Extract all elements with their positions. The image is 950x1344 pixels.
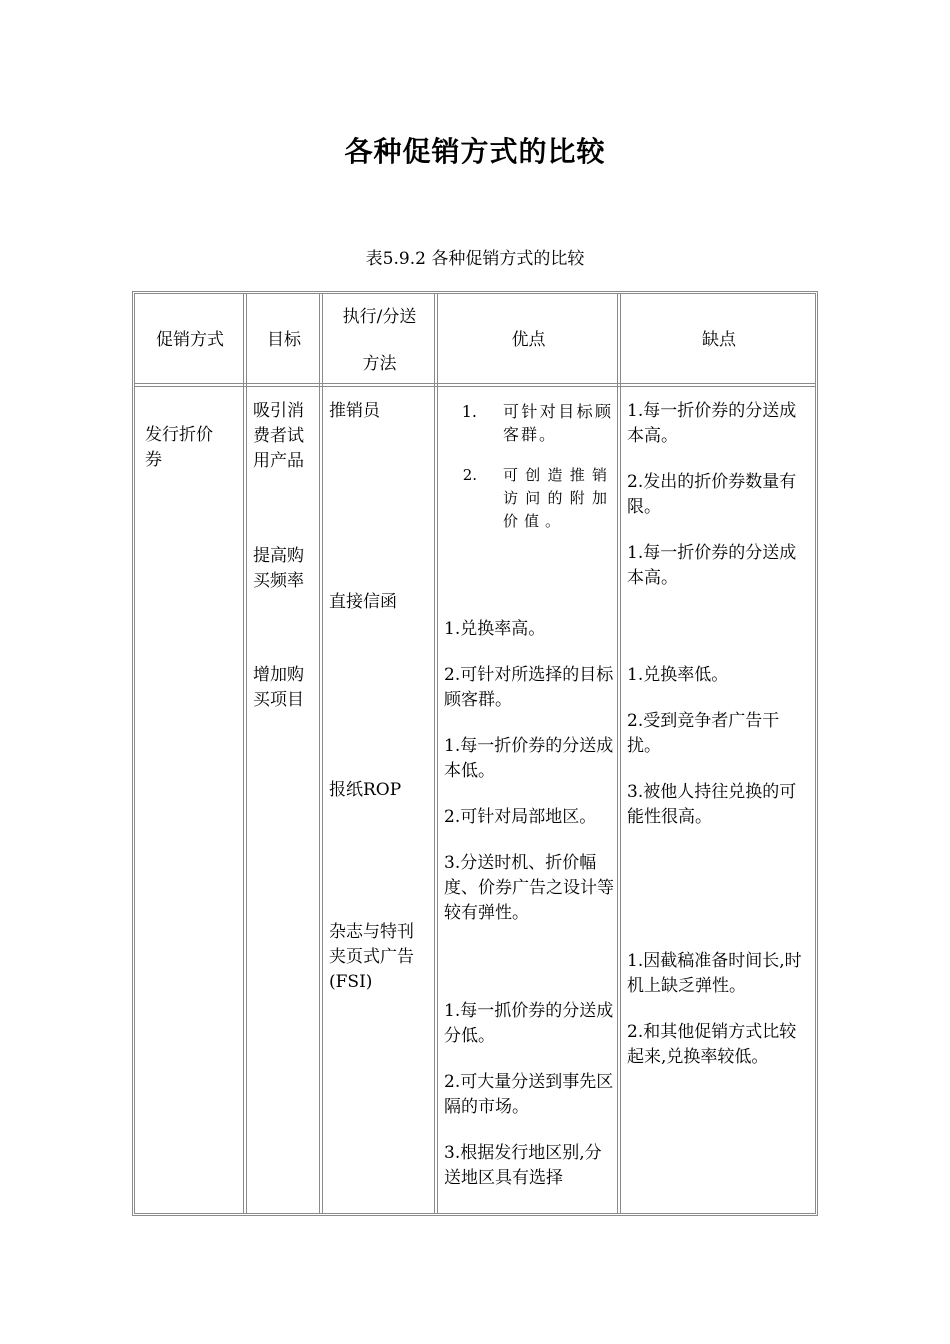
header-execution [323,305,436,377]
page-title: 各种促销方式的比较 [344,135,606,168]
column-divider [243,294,247,1213]
pros-salesman-list [447,400,613,551]
pros-item: 2.可大量分送到事先区隔的市场。 [444,1072,614,1117]
execution-item: 推销员 [329,401,380,421]
pros-item: 2.可针对所选择的目标顾客群。 [444,665,614,710]
header-goal: 目标 [267,330,301,350]
cons-salesman-block [627,399,807,612]
cons-item: 2.受到竞争者广告干扰。 [627,711,780,756]
execution-item: 杂志与特刊夹页式广告(FSI) [329,922,414,992]
list-item [447,400,613,446]
column-divider [434,294,438,1213]
pros-magazine-block [444,999,614,1212]
cons-item: 1.每一折价券的分送成本高。 [627,401,797,446]
pros-item: 1.每一折价券的分送成本低。 [444,736,614,781]
header-divider [135,383,815,387]
goal-item: 吸引消费者试用产品 [253,401,304,471]
cons-item: 1.兑换率低。 [627,665,729,685]
column-divider [617,294,621,1213]
comparison-table [132,291,818,1216]
list-number: 1. [461,402,477,421]
pros-item: 3.分送时机、折价幅度、价券广告之设计等较有弹性。 [444,853,614,923]
goal-item: 增加购买项目 [253,665,304,710]
pros-item: 1.每一抓价券的分送成分低。 [444,1001,614,1046]
method-cell: 发行折价券 [145,425,213,470]
list-number: 2. [462,466,477,484]
header-execution-line2: 方法 [362,354,397,374]
list-item [447,464,613,533]
header-method: 促销方式 [156,330,224,350]
cons-magazine-block [627,949,813,1091]
list-text: 可创造推销访问的附加价值。 [503,466,613,530]
cons-newspaper-block [627,663,807,851]
table-caption: 表5.9.2 各种促销方式的比较 [365,249,585,269]
cons-item: 2.发出的折价券数量有限。 [627,472,797,517]
pros-item: 3.根据发行地区别,分送地区具有选择 [444,1143,602,1188]
cons-item: 3.被他人持往兑换的可能性很高。 [627,782,797,827]
header-pros: 优点 [511,330,546,350]
cons-item: 1.每一折价券的分送成本高。 [627,543,797,588]
execution-item: 直接信函 [329,592,397,612]
goal-item: 提高购买频率 [253,546,304,591]
header-cons: 缺点 [702,330,736,350]
execution-item: 报纸ROP [329,780,402,800]
header-execution-line1: 执行/分送 [342,307,417,327]
pros-item: 1.兑换率高。 [444,619,546,639]
list-text: 可针对目标顾客群。 [503,402,613,444]
pros-item: 2.可针对局部地区。 [444,807,597,827]
column-divider [319,294,323,1213]
cons-item: 2.和其他促销方式比较起来,兑换率较低。 [627,1022,797,1067]
cons-item: 1.因截稿准备时间长,时机上缺乏弹性。 [627,951,802,996]
pros-mail-block [444,617,614,947]
